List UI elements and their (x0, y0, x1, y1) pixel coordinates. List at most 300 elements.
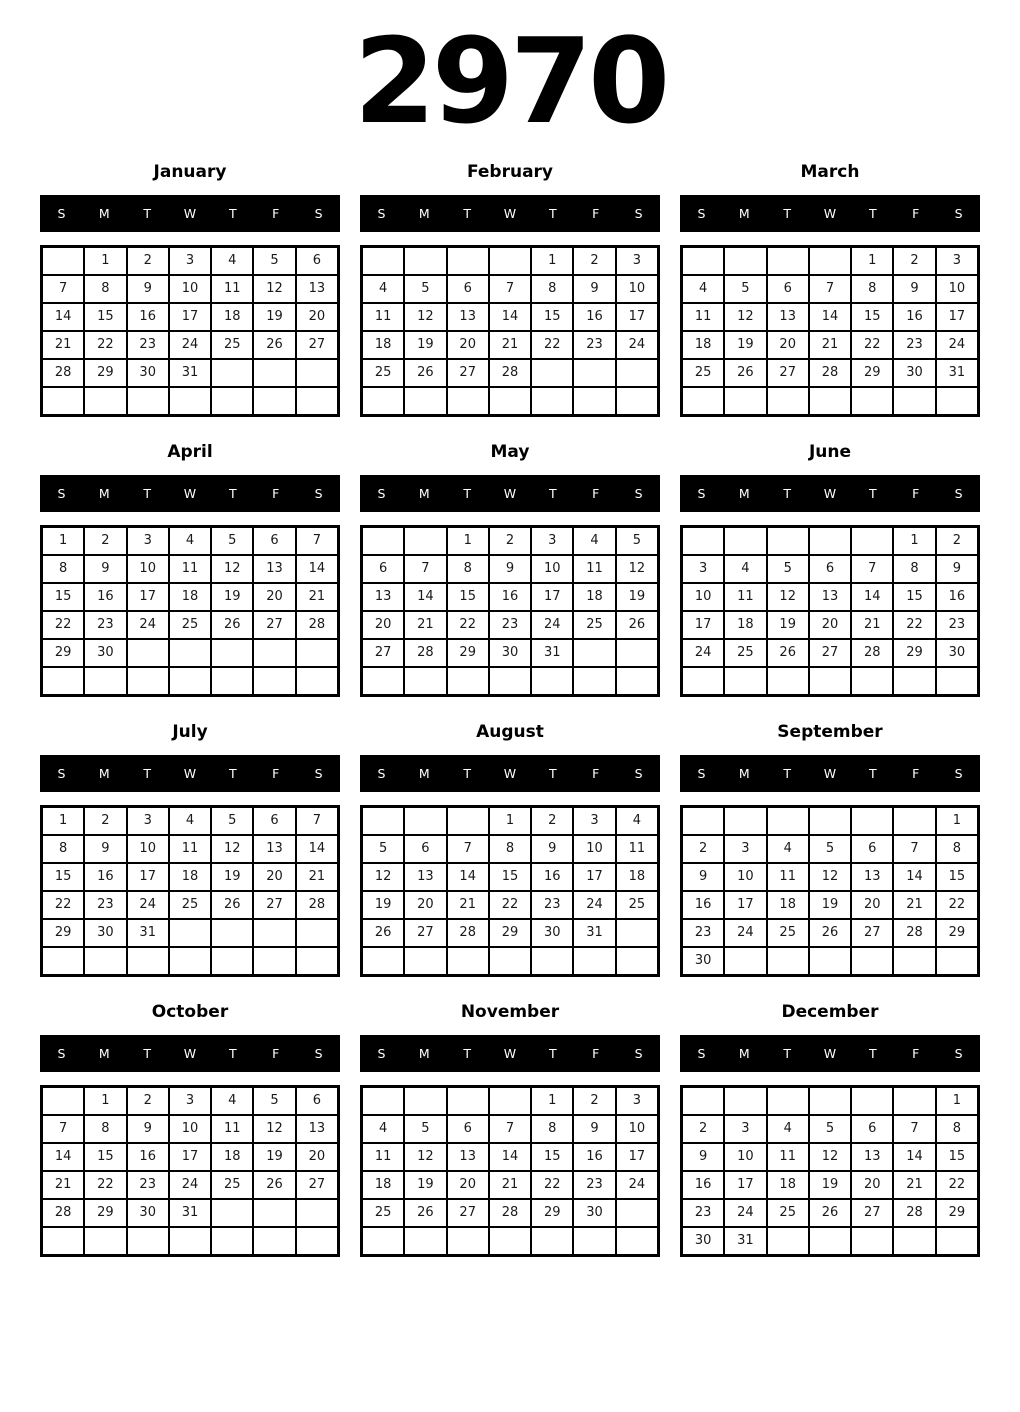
day-cell: 24 (127, 611, 169, 639)
day-cell: 11 (724, 583, 766, 611)
day-cell: 16 (127, 1143, 169, 1171)
day-cell: 20 (404, 891, 446, 919)
weekday-label: M (98, 485, 110, 501)
year-title: 2970 (353, 12, 667, 150)
day-cell: 3 (169, 1087, 211, 1115)
day-cell: 10 (936, 275, 978, 303)
day-cell: 8 (531, 1115, 573, 1143)
day-cell: 18 (169, 583, 211, 611)
day-cell: 17 (724, 1171, 766, 1199)
day-cell: 20 (767, 331, 809, 359)
day-cell: 14 (851, 583, 893, 611)
weekday-label: T (229, 1045, 237, 1061)
day-cell: 29 (489, 919, 531, 947)
weekday-label: T (143, 765, 151, 781)
day-cell: 21 (489, 1171, 531, 1199)
empty-day-cell (447, 947, 489, 975)
day-cell: 10 (127, 835, 169, 863)
day-cell: 7 (893, 1115, 935, 1143)
empty-day-cell (404, 947, 446, 975)
empty-day-cell (573, 387, 615, 415)
weekday-label: W (823, 1045, 837, 1061)
month-title: March (800, 161, 860, 182)
weekday-header-row (40, 755, 340, 792)
day-cell: 24 (724, 919, 766, 947)
day-cell: 25 (767, 1199, 809, 1227)
day-cell: 9 (489, 555, 531, 583)
day-cell: 23 (682, 1199, 724, 1227)
empty-day-cell (296, 359, 338, 387)
day-cell: 13 (767, 303, 809, 331)
day-cell: 10 (616, 1115, 658, 1143)
day-cell: 7 (489, 275, 531, 303)
day-cell: 30 (531, 919, 573, 947)
day-cell: 1 (531, 1087, 573, 1115)
day-cell: 19 (253, 1143, 295, 1171)
day-cell: 5 (362, 835, 404, 863)
empty-day-cell (169, 947, 211, 975)
day-cell: 11 (169, 555, 211, 583)
weekday-label: M (418, 205, 430, 221)
empty-day-cell (851, 1227, 893, 1255)
weekday-label: F (912, 1045, 920, 1061)
day-cell: 18 (211, 1143, 253, 1171)
day-cell: 23 (573, 331, 615, 359)
empty-day-cell (936, 667, 978, 695)
day-cell: 4 (724, 555, 766, 583)
empty-day-cell (682, 807, 724, 835)
day-cell: 6 (253, 527, 295, 555)
day-cell: 11 (362, 303, 404, 331)
empty-day-cell (362, 387, 404, 415)
day-cell: 3 (127, 807, 169, 835)
day-cell: 25 (211, 1171, 253, 1199)
day-cell: 4 (767, 1115, 809, 1143)
weekday-header-row (360, 1035, 660, 1072)
day-cell: 23 (127, 331, 169, 359)
day-cell: 26 (253, 331, 295, 359)
day-cell: 16 (127, 303, 169, 331)
day-cell: 5 (809, 1115, 851, 1143)
day-cell: 2 (84, 527, 126, 555)
day-cell: 13 (362, 583, 404, 611)
day-cell: 7 (851, 555, 893, 583)
month-title: July (172, 721, 208, 742)
day-cell: 13 (809, 583, 851, 611)
day-cell: 31 (531, 639, 573, 667)
day-grid (360, 805, 660, 977)
day-cell: 19 (404, 1171, 446, 1199)
weekday-label: W (503, 205, 517, 221)
day-cell: 7 (42, 1115, 84, 1143)
day-grid (40, 1085, 340, 1257)
empty-day-cell (253, 359, 295, 387)
empty-day-cell (809, 947, 851, 975)
day-cell: 29 (851, 359, 893, 387)
day-cell: 19 (809, 891, 851, 919)
empty-day-cell (573, 359, 615, 387)
empty-day-cell (767, 807, 809, 835)
day-cell: 13 (253, 555, 295, 583)
day-cell: 3 (127, 527, 169, 555)
day-cell: 30 (489, 639, 531, 667)
day-cell: 21 (296, 863, 338, 891)
day-grid (360, 245, 660, 417)
month-december (680, 1002, 980, 1257)
day-cell: 20 (296, 303, 338, 331)
day-cell: 27 (362, 639, 404, 667)
day-cell: 27 (851, 919, 893, 947)
day-cell: 1 (84, 1087, 126, 1115)
day-cell: 16 (489, 583, 531, 611)
weekday-label: S (57, 765, 66, 781)
day-cell: 14 (447, 863, 489, 891)
day-cell: 10 (724, 1143, 766, 1171)
weekday-label: T (549, 205, 557, 221)
day-cell: 6 (767, 275, 809, 303)
day-cell: 24 (724, 1199, 766, 1227)
empty-day-cell (211, 387, 253, 415)
day-cell: 6 (851, 1115, 893, 1143)
empty-day-cell (573, 639, 615, 667)
day-cell: 6 (296, 247, 338, 275)
day-cell: 9 (682, 1143, 724, 1171)
weekday-label: T (549, 765, 557, 781)
weekday-label: M (98, 205, 110, 221)
day-cell: 9 (127, 1115, 169, 1143)
day-cell: 15 (531, 1143, 573, 1171)
weekday-label: T (783, 485, 791, 501)
empty-day-cell (253, 667, 295, 695)
day-cell: 2 (84, 807, 126, 835)
empty-day-cell (724, 387, 766, 415)
weekday-label: W (823, 205, 837, 221)
day-cell: 20 (362, 611, 404, 639)
empty-day-cell (84, 387, 126, 415)
weekday-label: M (418, 1045, 430, 1061)
month-september (680, 722, 980, 977)
day-cell: 21 (404, 611, 446, 639)
day-cell: 18 (616, 863, 658, 891)
day-cell: 20 (447, 1171, 489, 1199)
day-cell: 13 (296, 275, 338, 303)
weekday-label: S (377, 485, 386, 501)
day-cell: 27 (851, 1199, 893, 1227)
empty-day-cell (616, 919, 658, 947)
empty-day-cell (169, 639, 211, 667)
day-cell: 3 (724, 835, 766, 863)
day-cell: 4 (616, 807, 658, 835)
day-cell: 6 (404, 835, 446, 863)
day-cell: 11 (767, 863, 809, 891)
day-cell: 23 (893, 331, 935, 359)
weekday-label: S (57, 485, 66, 501)
day-cell: 21 (893, 1171, 935, 1199)
empty-day-cell (296, 639, 338, 667)
day-cell: 1 (489, 807, 531, 835)
day-cell: 12 (253, 1115, 295, 1143)
empty-day-cell (296, 1227, 338, 1255)
day-cell: 28 (296, 611, 338, 639)
empty-day-cell (489, 667, 531, 695)
weekday-label: T (783, 765, 791, 781)
day-cell: 27 (253, 611, 295, 639)
day-cell: 5 (211, 807, 253, 835)
day-cell: 12 (404, 1143, 446, 1171)
empty-day-cell (362, 247, 404, 275)
weekday-label: T (143, 1045, 151, 1061)
day-cell: 25 (169, 891, 211, 919)
day-cell: 2 (573, 247, 615, 275)
day-cell: 30 (84, 639, 126, 667)
weekday-label: F (592, 1045, 600, 1061)
day-cell: 1 (851, 247, 893, 275)
day-cell: 22 (531, 1171, 573, 1199)
weekday-header-row (40, 1035, 340, 1072)
empty-day-cell (296, 947, 338, 975)
empty-day-cell (851, 527, 893, 555)
day-grid (360, 525, 660, 697)
empty-day-cell (682, 667, 724, 695)
weekday-label: S (954, 765, 963, 781)
day-cell: 2 (682, 835, 724, 863)
day-cell: 23 (127, 1171, 169, 1199)
day-cell: 28 (893, 919, 935, 947)
day-cell: 3 (724, 1115, 766, 1143)
empty-day-cell (362, 807, 404, 835)
day-cell: 23 (84, 611, 126, 639)
day-cell: 20 (253, 863, 295, 891)
day-cell: 8 (447, 555, 489, 583)
day-cell: 17 (169, 1143, 211, 1171)
empty-day-cell (809, 527, 851, 555)
day-cell: 31 (169, 1199, 211, 1227)
empty-day-cell (211, 1199, 253, 1227)
empty-day-cell (616, 1199, 658, 1227)
day-cell: 15 (84, 303, 126, 331)
day-cell: 5 (253, 1087, 295, 1115)
empty-day-cell (404, 667, 446, 695)
day-cell: 21 (42, 331, 84, 359)
day-cell: 27 (767, 359, 809, 387)
day-cell: 11 (682, 303, 724, 331)
weekday-label: T (549, 485, 557, 501)
weekday-label: T (463, 205, 471, 221)
day-cell: 15 (447, 583, 489, 611)
empty-day-cell (84, 1227, 126, 1255)
empty-day-cell (767, 527, 809, 555)
day-cell: 1 (531, 247, 573, 275)
empty-day-cell (211, 639, 253, 667)
day-cell: 8 (936, 835, 978, 863)
day-cell: 31 (936, 359, 978, 387)
weekday-label: M (418, 485, 430, 501)
empty-day-cell (809, 387, 851, 415)
day-cell: 15 (531, 303, 573, 331)
day-cell: 7 (296, 807, 338, 835)
weekday-label: M (738, 765, 750, 781)
day-cell: 1 (893, 527, 935, 555)
empty-day-cell (616, 359, 658, 387)
empty-day-cell (724, 947, 766, 975)
weekday-label: F (272, 765, 280, 781)
day-cell: 26 (809, 1199, 851, 1227)
day-cell: 29 (936, 1199, 978, 1227)
empty-day-cell (851, 387, 893, 415)
day-cell: 11 (362, 1143, 404, 1171)
day-cell: 22 (84, 1171, 126, 1199)
weekday-label: F (592, 765, 600, 781)
day-cell: 15 (42, 863, 84, 891)
day-cell: 29 (42, 919, 84, 947)
day-cell: 11 (169, 835, 211, 863)
day-cell: 19 (362, 891, 404, 919)
day-cell: 22 (84, 331, 126, 359)
empty-day-cell (809, 807, 851, 835)
day-cell: 21 (851, 611, 893, 639)
empty-day-cell (447, 247, 489, 275)
day-cell: 7 (42, 275, 84, 303)
empty-day-cell (489, 247, 531, 275)
day-cell: 5 (767, 555, 809, 583)
day-cell: 30 (127, 1199, 169, 1227)
empty-day-cell (253, 639, 295, 667)
day-cell: 21 (42, 1171, 84, 1199)
day-cell: 14 (489, 1143, 531, 1171)
day-cell: 26 (616, 611, 658, 639)
day-cell: 25 (573, 611, 615, 639)
day-cell: 13 (851, 1143, 893, 1171)
empty-day-cell (42, 247, 84, 275)
day-cell: 1 (447, 527, 489, 555)
weekday-header-row (360, 195, 660, 232)
day-cell: 14 (42, 303, 84, 331)
weekday-label: F (592, 205, 600, 221)
empty-day-cell (211, 1227, 253, 1255)
weekday-label: S (314, 1045, 323, 1061)
day-cell: 2 (893, 247, 935, 275)
empty-day-cell (893, 667, 935, 695)
day-cell: 19 (616, 583, 658, 611)
day-cell: 29 (84, 1199, 126, 1227)
day-cell: 12 (253, 275, 295, 303)
day-cell: 8 (851, 275, 893, 303)
day-cell: 18 (724, 611, 766, 639)
day-cell: 25 (211, 331, 253, 359)
day-cell: 20 (851, 1171, 893, 1199)
empty-day-cell (127, 387, 169, 415)
day-cell: 4 (682, 275, 724, 303)
day-cell: 20 (296, 1143, 338, 1171)
day-cell: 24 (531, 611, 573, 639)
day-cell: 16 (84, 583, 126, 611)
day-cell: 10 (127, 555, 169, 583)
empty-day-cell (211, 667, 253, 695)
day-cell: 8 (893, 555, 935, 583)
empty-day-cell (404, 807, 446, 835)
empty-day-cell (404, 247, 446, 275)
day-grid (40, 805, 340, 977)
empty-day-cell (809, 1227, 851, 1255)
day-cell: 24 (682, 639, 724, 667)
weekday-label: W (503, 485, 517, 501)
weekday-label: F (912, 765, 920, 781)
day-cell: 19 (211, 583, 253, 611)
day-cell: 7 (404, 555, 446, 583)
day-cell: 6 (296, 1087, 338, 1115)
day-cell: 1 (936, 1087, 978, 1115)
empty-day-cell (489, 387, 531, 415)
day-cell: 10 (169, 275, 211, 303)
weekday-label: S (634, 205, 643, 221)
weekday-label: S (697, 485, 706, 501)
empty-day-cell (211, 947, 253, 975)
weekday-label: T (783, 1045, 791, 1061)
day-cell: 26 (404, 359, 446, 387)
day-cell: 22 (42, 611, 84, 639)
day-cell: 1 (42, 527, 84, 555)
empty-day-cell (169, 1227, 211, 1255)
day-cell: 24 (616, 1171, 658, 1199)
weekday-label: W (183, 765, 197, 781)
day-cell: 8 (531, 275, 573, 303)
empty-day-cell (253, 1227, 295, 1255)
day-cell: 22 (936, 891, 978, 919)
day-cell: 23 (84, 891, 126, 919)
day-cell: 31 (724, 1227, 766, 1255)
weekday-header-row (360, 475, 660, 512)
day-cell: 13 (404, 863, 446, 891)
day-cell: 17 (127, 863, 169, 891)
empty-day-cell (682, 1087, 724, 1115)
empty-day-cell (169, 919, 211, 947)
day-cell: 3 (573, 807, 615, 835)
weekday-label: F (272, 205, 280, 221)
day-cell: 9 (84, 555, 126, 583)
day-cell: 16 (893, 303, 935, 331)
month-june (680, 442, 980, 697)
month-november (360, 1002, 660, 1257)
day-cell: 7 (809, 275, 851, 303)
day-cell: 31 (169, 359, 211, 387)
weekday-label: T (783, 205, 791, 221)
day-cell: 14 (489, 303, 531, 331)
day-cell: 4 (211, 247, 253, 275)
day-cell: 30 (893, 359, 935, 387)
day-cell: 6 (851, 835, 893, 863)
empty-day-cell (127, 639, 169, 667)
day-cell: 28 (893, 1199, 935, 1227)
day-cell: 12 (809, 1143, 851, 1171)
day-cell: 8 (84, 1115, 126, 1143)
day-cell: 27 (447, 1199, 489, 1227)
months-grid (0, 154, 1020, 1297)
day-cell: 6 (362, 555, 404, 583)
day-cell: 15 (489, 863, 531, 891)
day-cell: 14 (809, 303, 851, 331)
day-cell: 14 (404, 583, 446, 611)
day-cell: 15 (936, 863, 978, 891)
empty-day-cell (616, 947, 658, 975)
weekday-label: T (229, 205, 237, 221)
weekday-label: W (183, 485, 197, 501)
day-cell: 14 (296, 555, 338, 583)
empty-day-cell (724, 1087, 766, 1115)
day-cell: 21 (893, 891, 935, 919)
day-cell: 30 (573, 1199, 615, 1227)
day-cell: 21 (489, 331, 531, 359)
day-cell: 21 (447, 891, 489, 919)
